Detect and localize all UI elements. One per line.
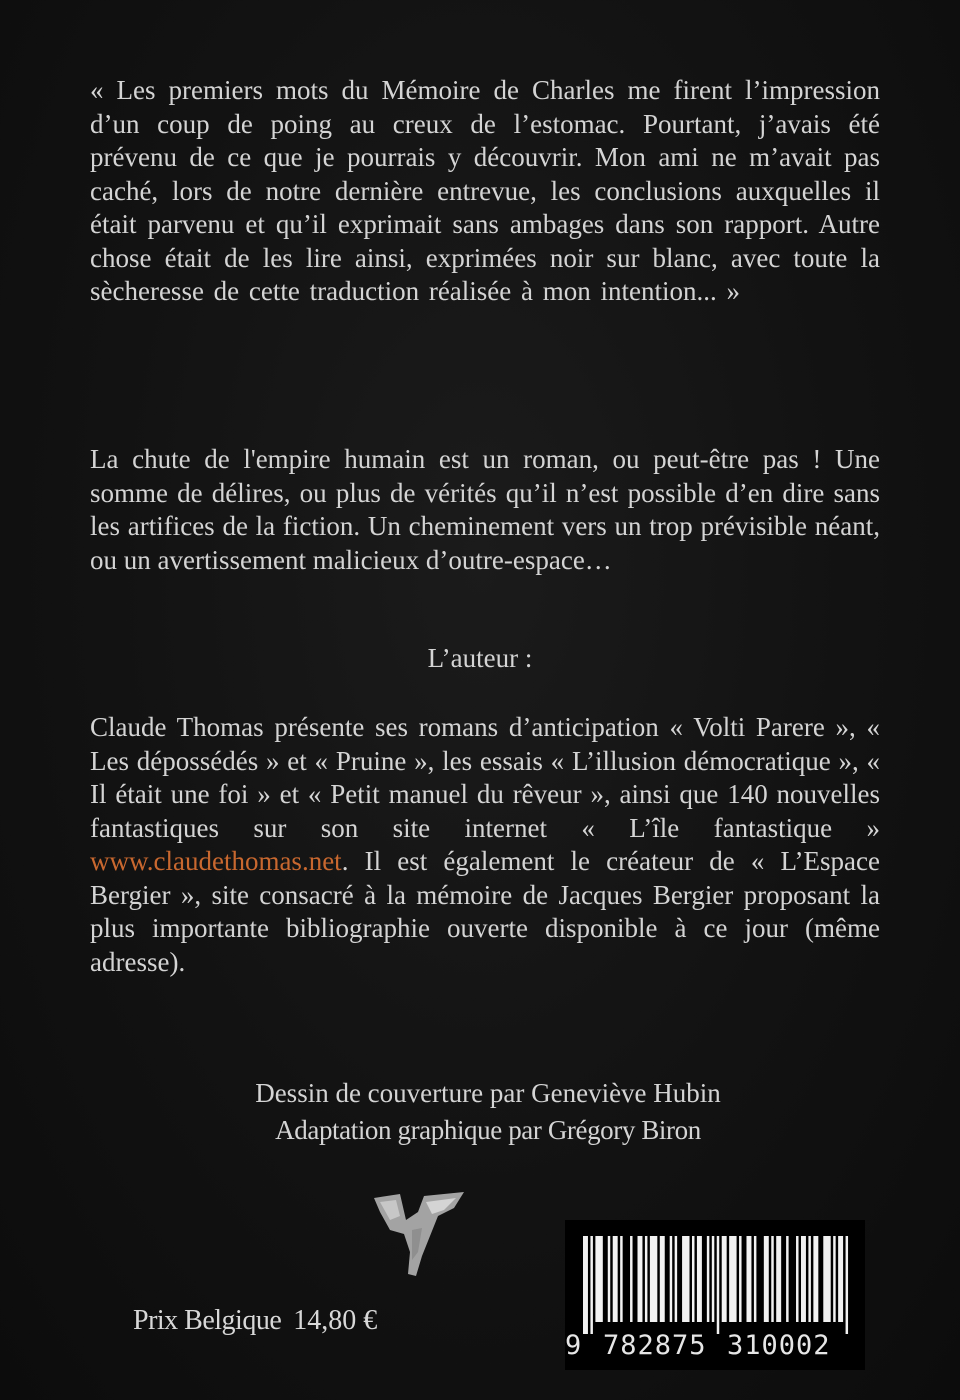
graphic-adaptation-credit: Adaptation graphique par Grégory Biron: [275, 1115, 701, 1145]
price-label: Prix Belgique: [133, 1305, 282, 1336]
barcode-left-group: 782875: [603, 1330, 707, 1361]
barcode-bar: [613, 1236, 618, 1322]
barcode-bar: [645, 1236, 647, 1322]
barcode-bar: [729, 1236, 736, 1322]
barcode-bar: [838, 1236, 843, 1322]
barcode-bar: [670, 1236, 672, 1322]
barcode-bar: [638, 1236, 643, 1322]
barcode-bar: [697, 1236, 702, 1322]
barcode-bar: [833, 1236, 835, 1322]
price-tag: [133, 1305, 377, 1337]
barcode-bar: [608, 1236, 610, 1322]
barcode-bar: [771, 1236, 773, 1322]
opening-quote: « Les premiers mots du Mémoire de Charles me firent l’impression d’un coup de poing au creux de l’estomac. Pourtant, j’avais été prévenu de ce que je pourrais y découvrir. Mon ami ne m’avait pas caché, lors de notre dernière entrevue, les conclusions auxquelles il était parvenu et qu’il exprimait sans ambages dans son rapport. Autre chose était de les lire ainsi, exprimées noir sur blanc, avec toute la sècheresse de cette traduction réalisée à mon intention... »: [90, 75, 880, 306]
barcode-bar: [650, 1236, 657, 1322]
barcode-bar: [583, 1236, 588, 1334]
barcode-bar: [590, 1236, 592, 1334]
barcode-bar: [739, 1236, 741, 1322]
barcode-bar: [682, 1236, 689, 1322]
barcode-bar: [712, 1236, 714, 1322]
publisher-logo-icon: [360, 1190, 480, 1280]
book-blurb: La chute de l'empire humain est un roman, ou peut-être pas ! Une somme de délires, ou plus de vérités qu’il n’est possible d’en dire sans les artifices de la fiction. Un cheminement vers un trop prévisible néant, ou un avertissement malicieux d’outre-espace…: [90, 444, 880, 575]
barcode-bar: [595, 1236, 602, 1322]
barcode-bar: [823, 1236, 830, 1322]
barcode-bar: [808, 1236, 810, 1322]
author-bio: [90, 711, 880, 979]
barcode-bar: [746, 1236, 751, 1322]
author-website-link[interactable]: www.claudethomas.net: [90, 846, 342, 876]
author-heading: L’auteur :: [427, 643, 533, 673]
price-amount: 14,80 €: [293, 1305, 378, 1336]
cover-drawing-credit: Dessin de couverture par Geneviève Hubin: [255, 1078, 721, 1108]
barcode-bar: [764, 1236, 769, 1322]
barcode-bar: [754, 1236, 756, 1322]
barcode-bars-icon: [583, 1236, 853, 1334]
barcode-bar: [722, 1236, 727, 1322]
author-bio-text: Claude Thomas présente ses romans d’anticipation « Volti Parere », « Les dépossédés » et « Pruine », les essais « L’illusion démocratique », « Il était une foi » et « Petit manuel du rêveur », ainsi que 140 nouvelles fantastiques sur son site internet « L’île fantastique »: [90, 712, 880, 843]
barcode-bar: [660, 1236, 665, 1322]
barcode-bar: [801, 1236, 806, 1322]
barcode-bar: [786, 1236, 788, 1322]
barcode-bar: [813, 1236, 818, 1322]
barcode-bar: [620, 1236, 622, 1322]
barcode-bar: [717, 1236, 719, 1334]
author-bio-text-continued: . Il est également le créateur de « L’Espace Bergier », site consacré à la mémoire de Jacques Bergier proposant la plus importante bibliographie ouverte disponible à ce jour (même adresse).: [90, 846, 880, 977]
barcode-bar: [692, 1236, 694, 1322]
barcode-bar: [630, 1236, 632, 1322]
barcode-bar: [846, 1236, 848, 1334]
barcode-bar: [675, 1236, 677, 1322]
barcode-right-group: 310002: [727, 1330, 831, 1361]
barcode-first-digit: 9: [565, 1330, 582, 1361]
barcode-bar: [796, 1236, 798, 1322]
barcode-bar: [776, 1236, 781, 1322]
isbn-barcode: [565, 1220, 865, 1370]
barcode-bar: [707, 1236, 709, 1322]
